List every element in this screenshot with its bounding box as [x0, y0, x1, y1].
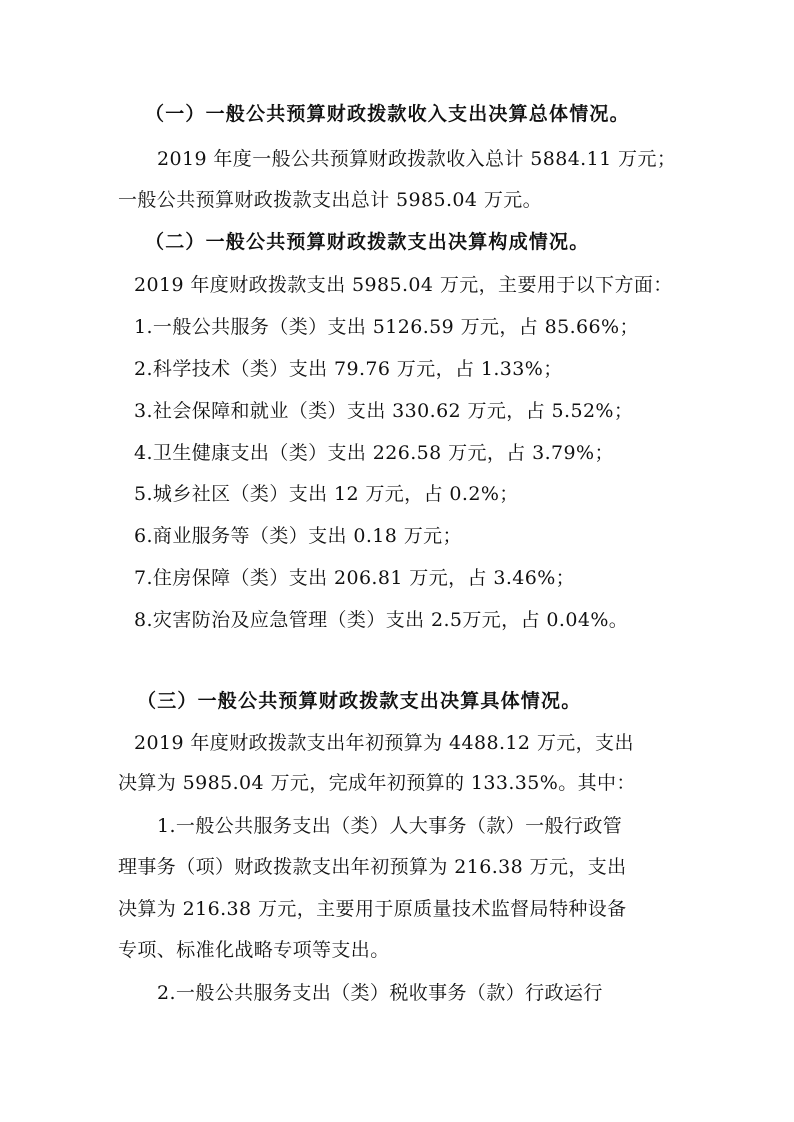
detail-item-1-line-1: 1.一般公共服务支出（类）人大事务（款）一般行政管 — [157, 815, 623, 837]
section-2-intro: 2019 年度财政拨款支出 5985.04 万元，主要用于以下方面： — [134, 274, 673, 296]
expense-item: 7.住房保障（类）支出 206.81 万元，占 3.46%； — [134, 567, 576, 589]
expense-item: 5.城乡社区（类）支出 12 万元，占 0.2%； — [134, 483, 519, 505]
expense-item: 2.科学技术（类）支出 79.76 万元，占 1.33%； — [134, 358, 563, 380]
section-3-intro-line-2: 决算为 5985.04 万元，完成年初预算的 133.35%。其中： — [118, 772, 636, 794]
expense-item: 8.灾害防治及应急管理（类）支出 2.5万元，占 0.04%。 — [134, 609, 629, 631]
expense-item: 1.一般公共服务（类）支出 5126.59 万元，占 85.66%； — [134, 316, 639, 338]
section-2-heading: （二）一般公共预算财政拨款支出决算构成情况。 — [145, 231, 590, 253]
section-1-paragraph-line-1: 2019 年度一般公共预算财政拨款收入总计 5884.11 万元； — [157, 148, 677, 170]
section-1-paragraph-line-2: 一般公共预算财政拨款支出总计 5985.04 万元。 — [118, 189, 543, 211]
detail-item-1-line-3: 决算为 216.38 万元，主要用于原质量技术监督局特种设备 — [118, 898, 627, 920]
section-3-intro-line-1: 2019 年度财政拨款支出年初预算为 4488.12 万元，支出 — [134, 732, 634, 754]
section-3-heading: （三）一般公共预算财政拨款支出决算具体情况。 — [137, 690, 582, 712]
expense-item: 6.商业服务等（类）支出 0.18 万元； — [134, 525, 462, 547]
detail-item-1-line-2: 理事务（项）财政拨款支出年初预算为 216.38 万元，支出 — [118, 856, 627, 878]
section-1-heading: （一）一般公共预算财政拨款收入支出决算总体情况。 — [145, 103, 630, 125]
detail-item-1-line-4: 专项、标准化战略专项等支出。 — [118, 939, 390, 961]
detail-item-2-line-1: 2.一般公共服务支出（类）税收事务（款）行政运行 — [157, 982, 603, 1004]
expense-item: 4.卫生健康支出（类）支出 226.58 万元，占 3.79%； — [134, 442, 614, 464]
expense-item: 3.社会保障和就业（类）支出 330.62 万元，占 5.52%； — [134, 400, 634, 422]
